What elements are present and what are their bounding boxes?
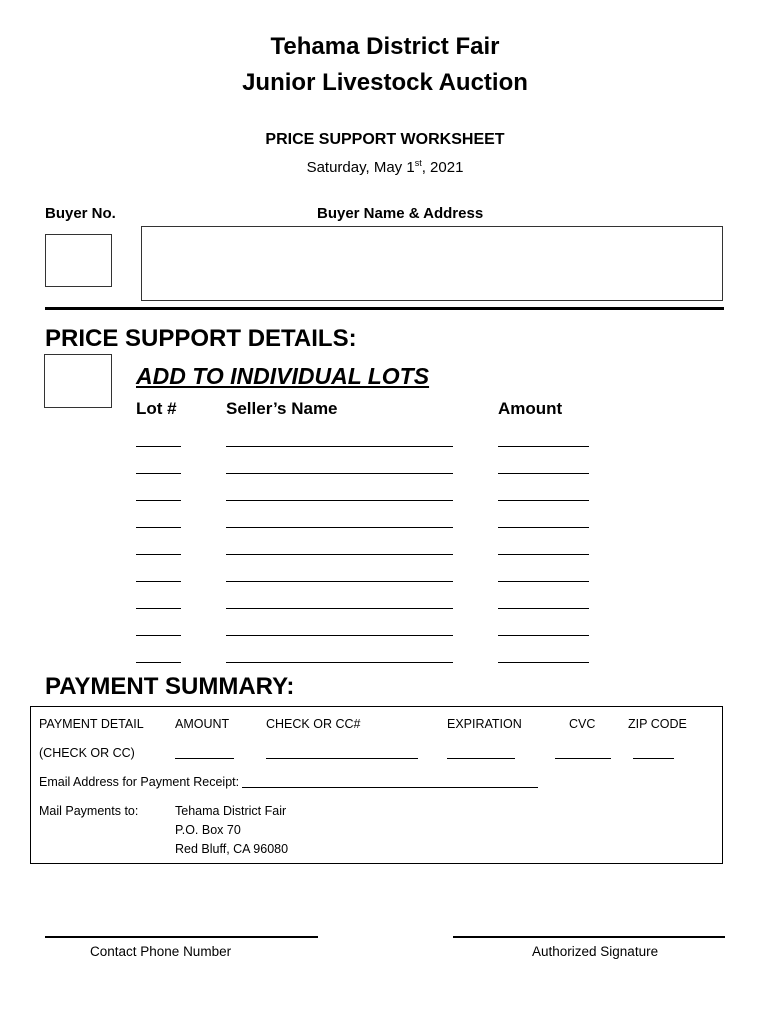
amount-field[interactable] — [498, 473, 589, 474]
amount-field[interactable] — [498, 527, 589, 528]
price-support-heading: PRICE SUPPORT DETAILS: — [45, 325, 357, 352]
seller-name-field[interactable] — [226, 527, 453, 528]
payment-summary-heading: PAYMENT SUMMARY: — [45, 673, 295, 700]
seller-name-field[interactable] — [226, 446, 453, 447]
mail-address-line1: Tehama District Fair — [175, 804, 287, 818]
buyer-name-address-box[interactable] — [141, 226, 723, 301]
amount-field[interactable] — [498, 635, 589, 636]
seller-column-header: Seller’s Name — [226, 399, 338, 418]
cvc-field[interactable] — [555, 758, 611, 759]
email-label: Email Address for Payment Receipt: — [39, 775, 240, 789]
mail-address-line3: Red Bluff, CA 96080 — [175, 842, 289, 856]
lot-number-field[interactable] — [136, 500, 181, 501]
amount-field[interactable] — [498, 446, 589, 447]
amount-field[interactable] — [498, 581, 589, 582]
check-or-cc-hint: (CHECK OR CC) — [39, 746, 135, 760]
amount-field[interactable] — [175, 758, 234, 759]
add-to-lots-heading: ADD TO INDIVIDUAL LOTS — [136, 363, 430, 389]
seller-name-field[interactable] — [226, 473, 453, 474]
payment-detail-header: PAYMENT DETAIL — [39, 717, 144, 731]
seller-name-field[interactable] — [226, 662, 453, 663]
auction-title: Junior Livestock Auction — [242, 69, 528, 96]
authorized-signature-label: Authorized Signature — [532, 944, 659, 959]
seller-name-field[interactable] — [226, 635, 453, 636]
lot-number-field[interactable] — [136, 554, 181, 555]
amount-field[interactable] — [498, 608, 589, 609]
lot-number-field[interactable] — [136, 581, 181, 582]
lot-column-header: Lot # — [136, 399, 177, 418]
lot-number-field[interactable] — [136, 446, 181, 447]
amount-header: AMOUNT — [175, 717, 230, 731]
email-field[interactable] — [242, 787, 538, 788]
zip-code-header: ZIP CODE — [628, 717, 687, 731]
amount-field[interactable] — [498, 500, 589, 501]
check-cc-number-field[interactable] — [266, 758, 418, 759]
add-to-lots-checkbox[interactable] — [44, 354, 112, 408]
zip-code-field[interactable] — [633, 758, 674, 759]
lot-number-field[interactable] — [136, 635, 181, 636]
lot-number-field[interactable] — [136, 527, 181, 528]
seller-name-field[interactable] — [226, 581, 453, 582]
buyer-number-box[interactable] — [45, 234, 112, 287]
amount-column-header: Amount — [498, 399, 563, 418]
mail-payments-label: Mail Payments to: — [39, 804, 139, 818]
expiration-field[interactable] — [447, 758, 515, 759]
buyer-name-label: Buyer Name & Address — [317, 205, 484, 222]
contact-phone-label: Contact Phone Number — [90, 944, 232, 959]
expiration-header: EXPIRATION — [447, 717, 522, 731]
event-date: Saturday, May 1st, 2021 — [306, 158, 464, 176]
signature-line[interactable] — [453, 936, 725, 938]
fair-title: Tehama District Fair — [270, 33, 500, 60]
check-cc-header: CHECK OR CC# — [266, 717, 361, 731]
worksheet-title: PRICE SUPPORT WORKSHEET — [265, 131, 505, 148]
seller-name-field[interactable] — [226, 554, 453, 555]
buyer-number-label: Buyer No. — [45, 205, 116, 222]
seller-name-field[interactable] — [226, 608, 453, 609]
lot-number-field[interactable] — [136, 662, 181, 663]
phone-line[interactable] — [45, 936, 318, 938]
lot-number-field[interactable] — [136, 608, 181, 609]
mail-address-line2: P.O. Box 70 — [175, 823, 241, 837]
lot-number-field[interactable] — [136, 473, 181, 474]
cvc-header: CVC — [569, 717, 596, 731]
seller-name-field[interactable] — [226, 500, 453, 501]
amount-field[interactable] — [498, 662, 589, 663]
amount-field[interactable] — [498, 554, 589, 555]
section-divider — [45, 307, 724, 310]
